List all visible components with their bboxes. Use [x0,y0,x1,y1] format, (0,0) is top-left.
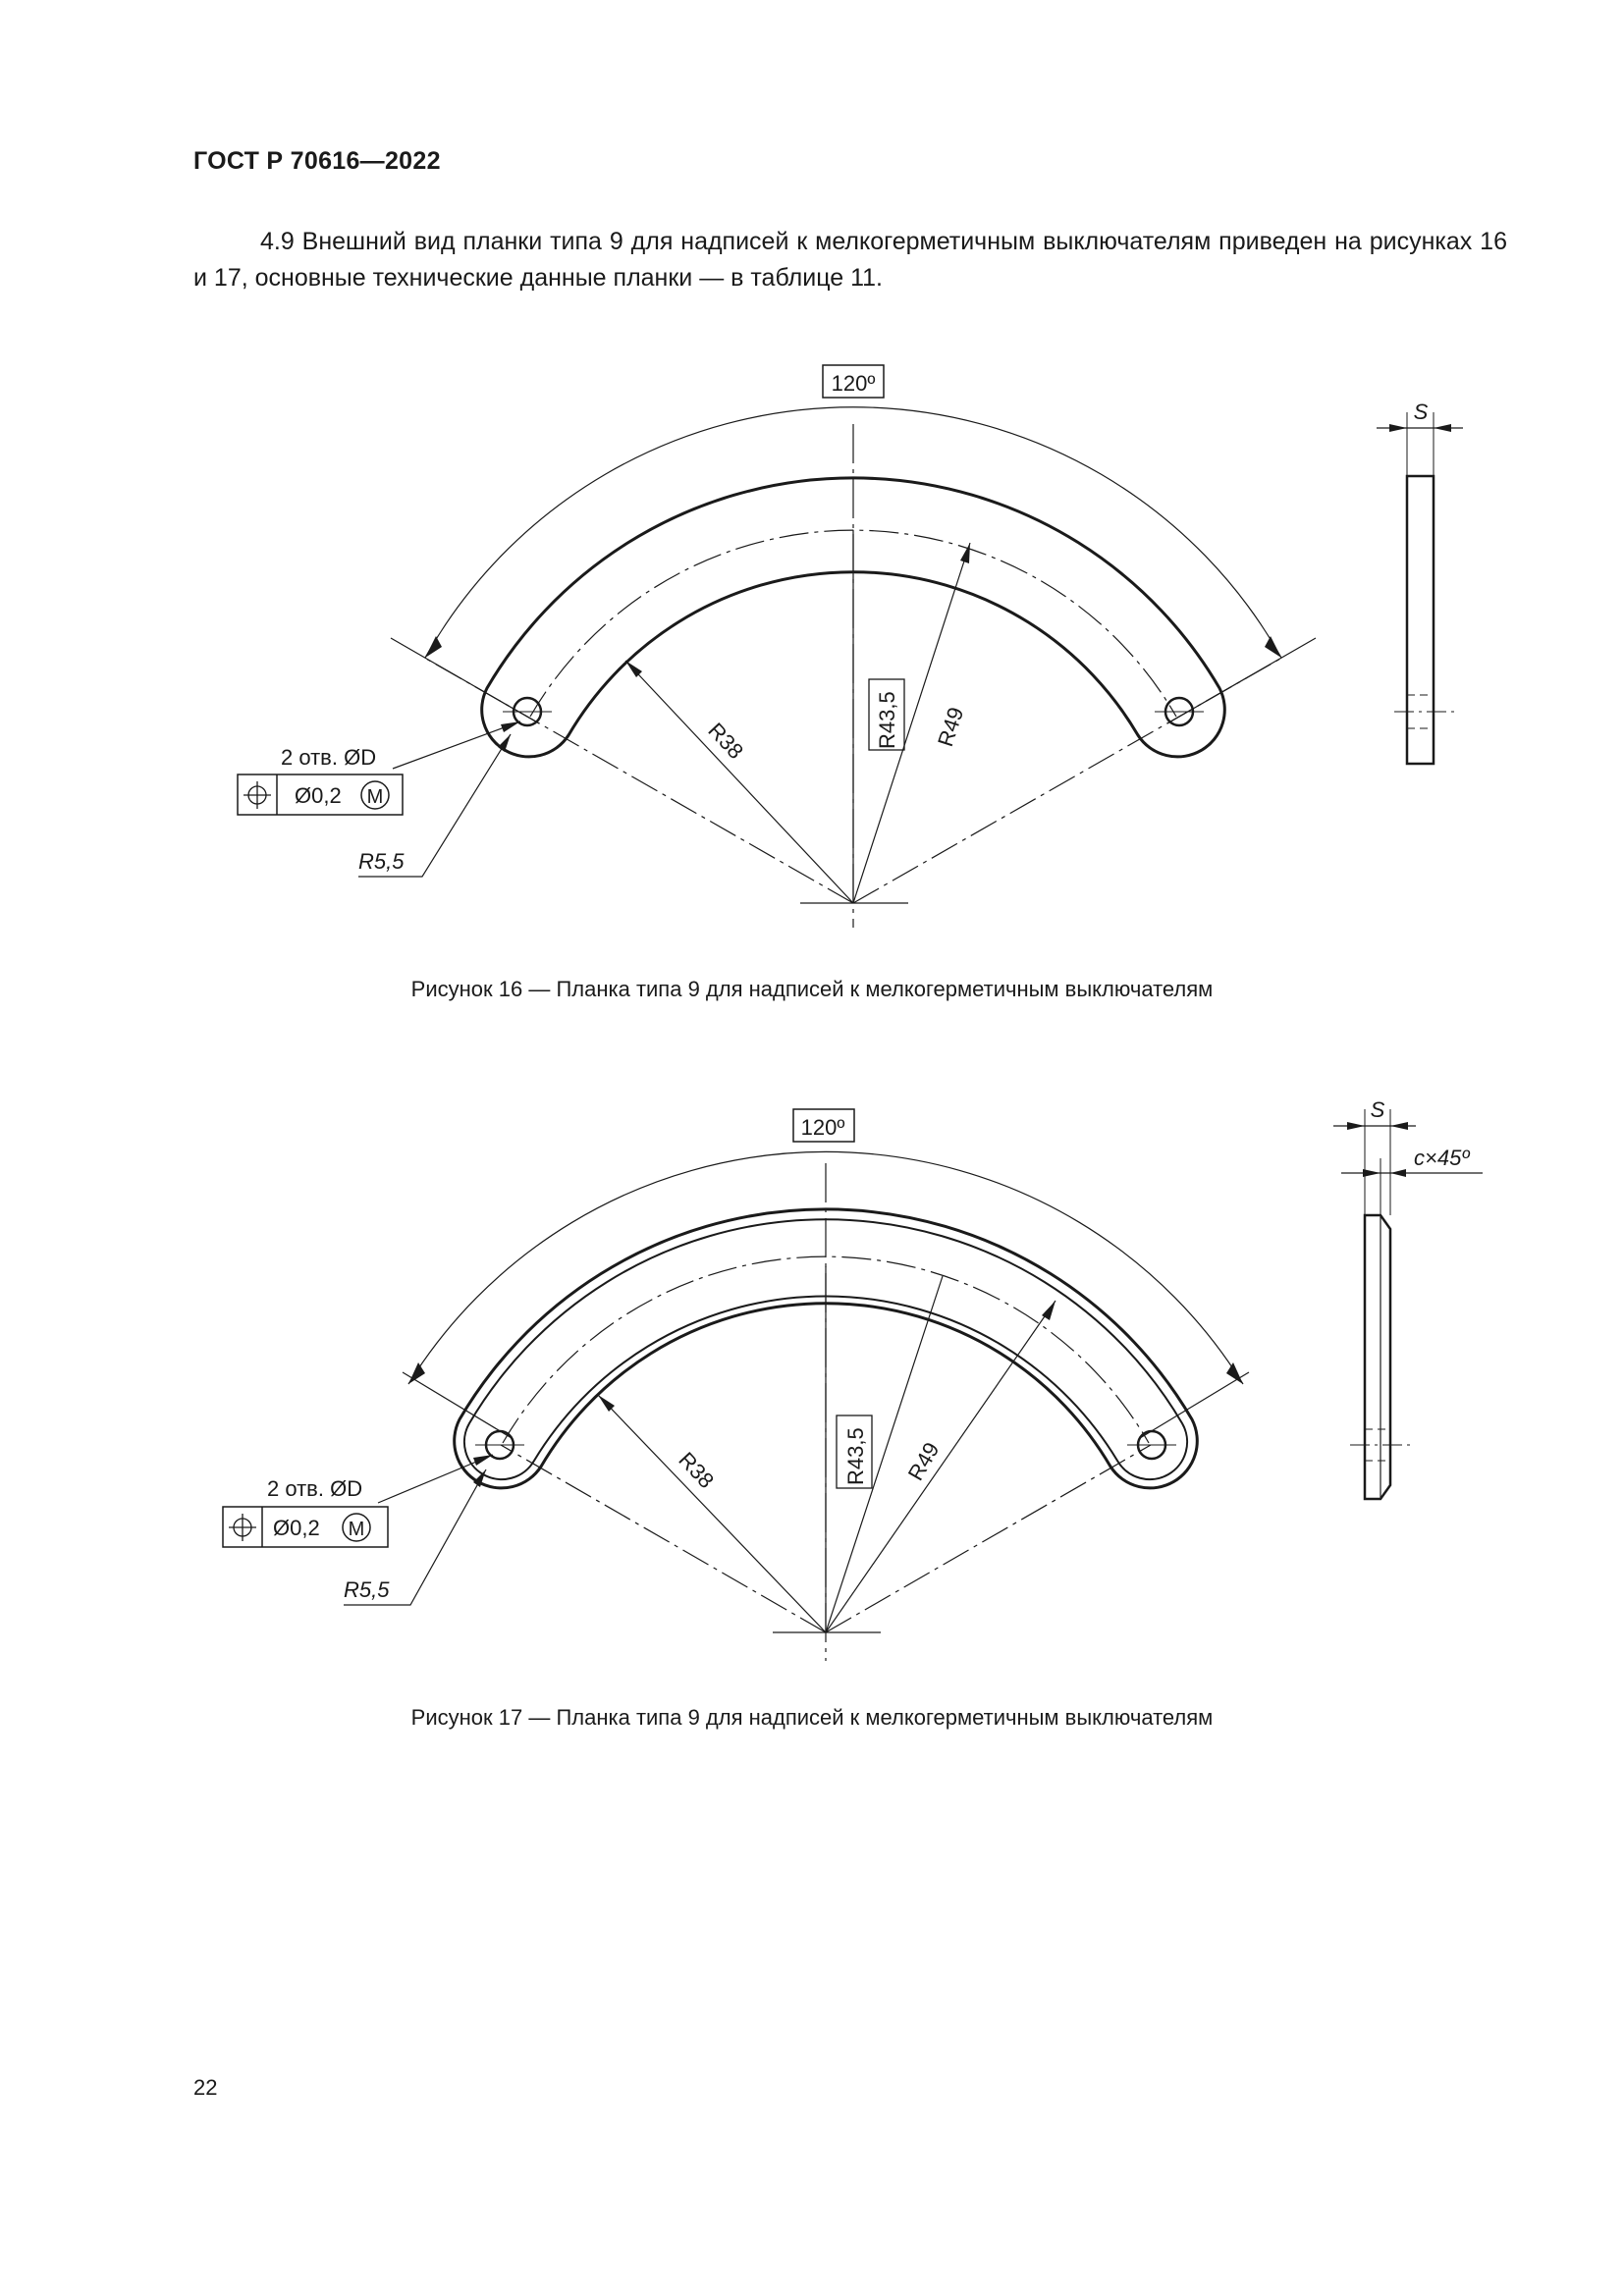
drawing-label: R49 [902,1438,945,1485]
tolerance-modifier: M [366,786,384,808]
side-view-plate [1407,476,1434,764]
document-id-header: ГОСТ Р 70616—2022 [193,147,441,175]
holes-label: 2 отв. ØD [281,745,377,770]
r49-label: R49 [932,704,969,750]
drawing-label: 2 отв. ØD [267,1476,363,1501]
r38-leader [625,661,853,903]
page-number: 22 [193,2075,218,2100]
figure-16-drawing [0,0,1624,1080]
angle-label: 120º [831,371,876,396]
figure-17-caption: Рисунок 17 — Планка типа 9 для надписей к мелкогерметичным выключателям [410,1705,1214,1730]
tolerance-value: Ø0,2 [295,783,342,808]
figure-17 [0,1080,1624,1767]
drawing-label: M [348,1519,365,1540]
drawing-label: R43,5 [843,1427,868,1485]
side-view-plate [1365,1215,1390,1499]
drawing-label: S [1370,1097,1385,1122]
section-paragraph: 4.9 Внешний вид планки типа 9 для надписей к мелкогерметичным выключателям приведен на рисунках 16 и 17, основные технические данные планки — в таблице 11. [193,228,1507,292]
r435-label: R43,5 [875,691,899,749]
figure-16 [0,0,1624,1080]
drawing-label: Ø0,2 [273,1516,320,1540]
drawing-label: 120º [800,1115,845,1140]
r55-label: R5,5 [358,849,405,874]
drawing-label: R38 [674,1447,720,1493]
figure-17-drawing [0,1080,1624,1767]
r38-label: R38 [703,718,749,764]
drawing-label: c×45º [1414,1146,1470,1170]
thickness-label: S [1413,400,1429,424]
drawing-label: R5,5 [344,1577,390,1602]
figure-16-caption: Рисунок 16 — Планка типа 9 для надписей к мелкогерметичным выключателям [410,977,1214,1001]
